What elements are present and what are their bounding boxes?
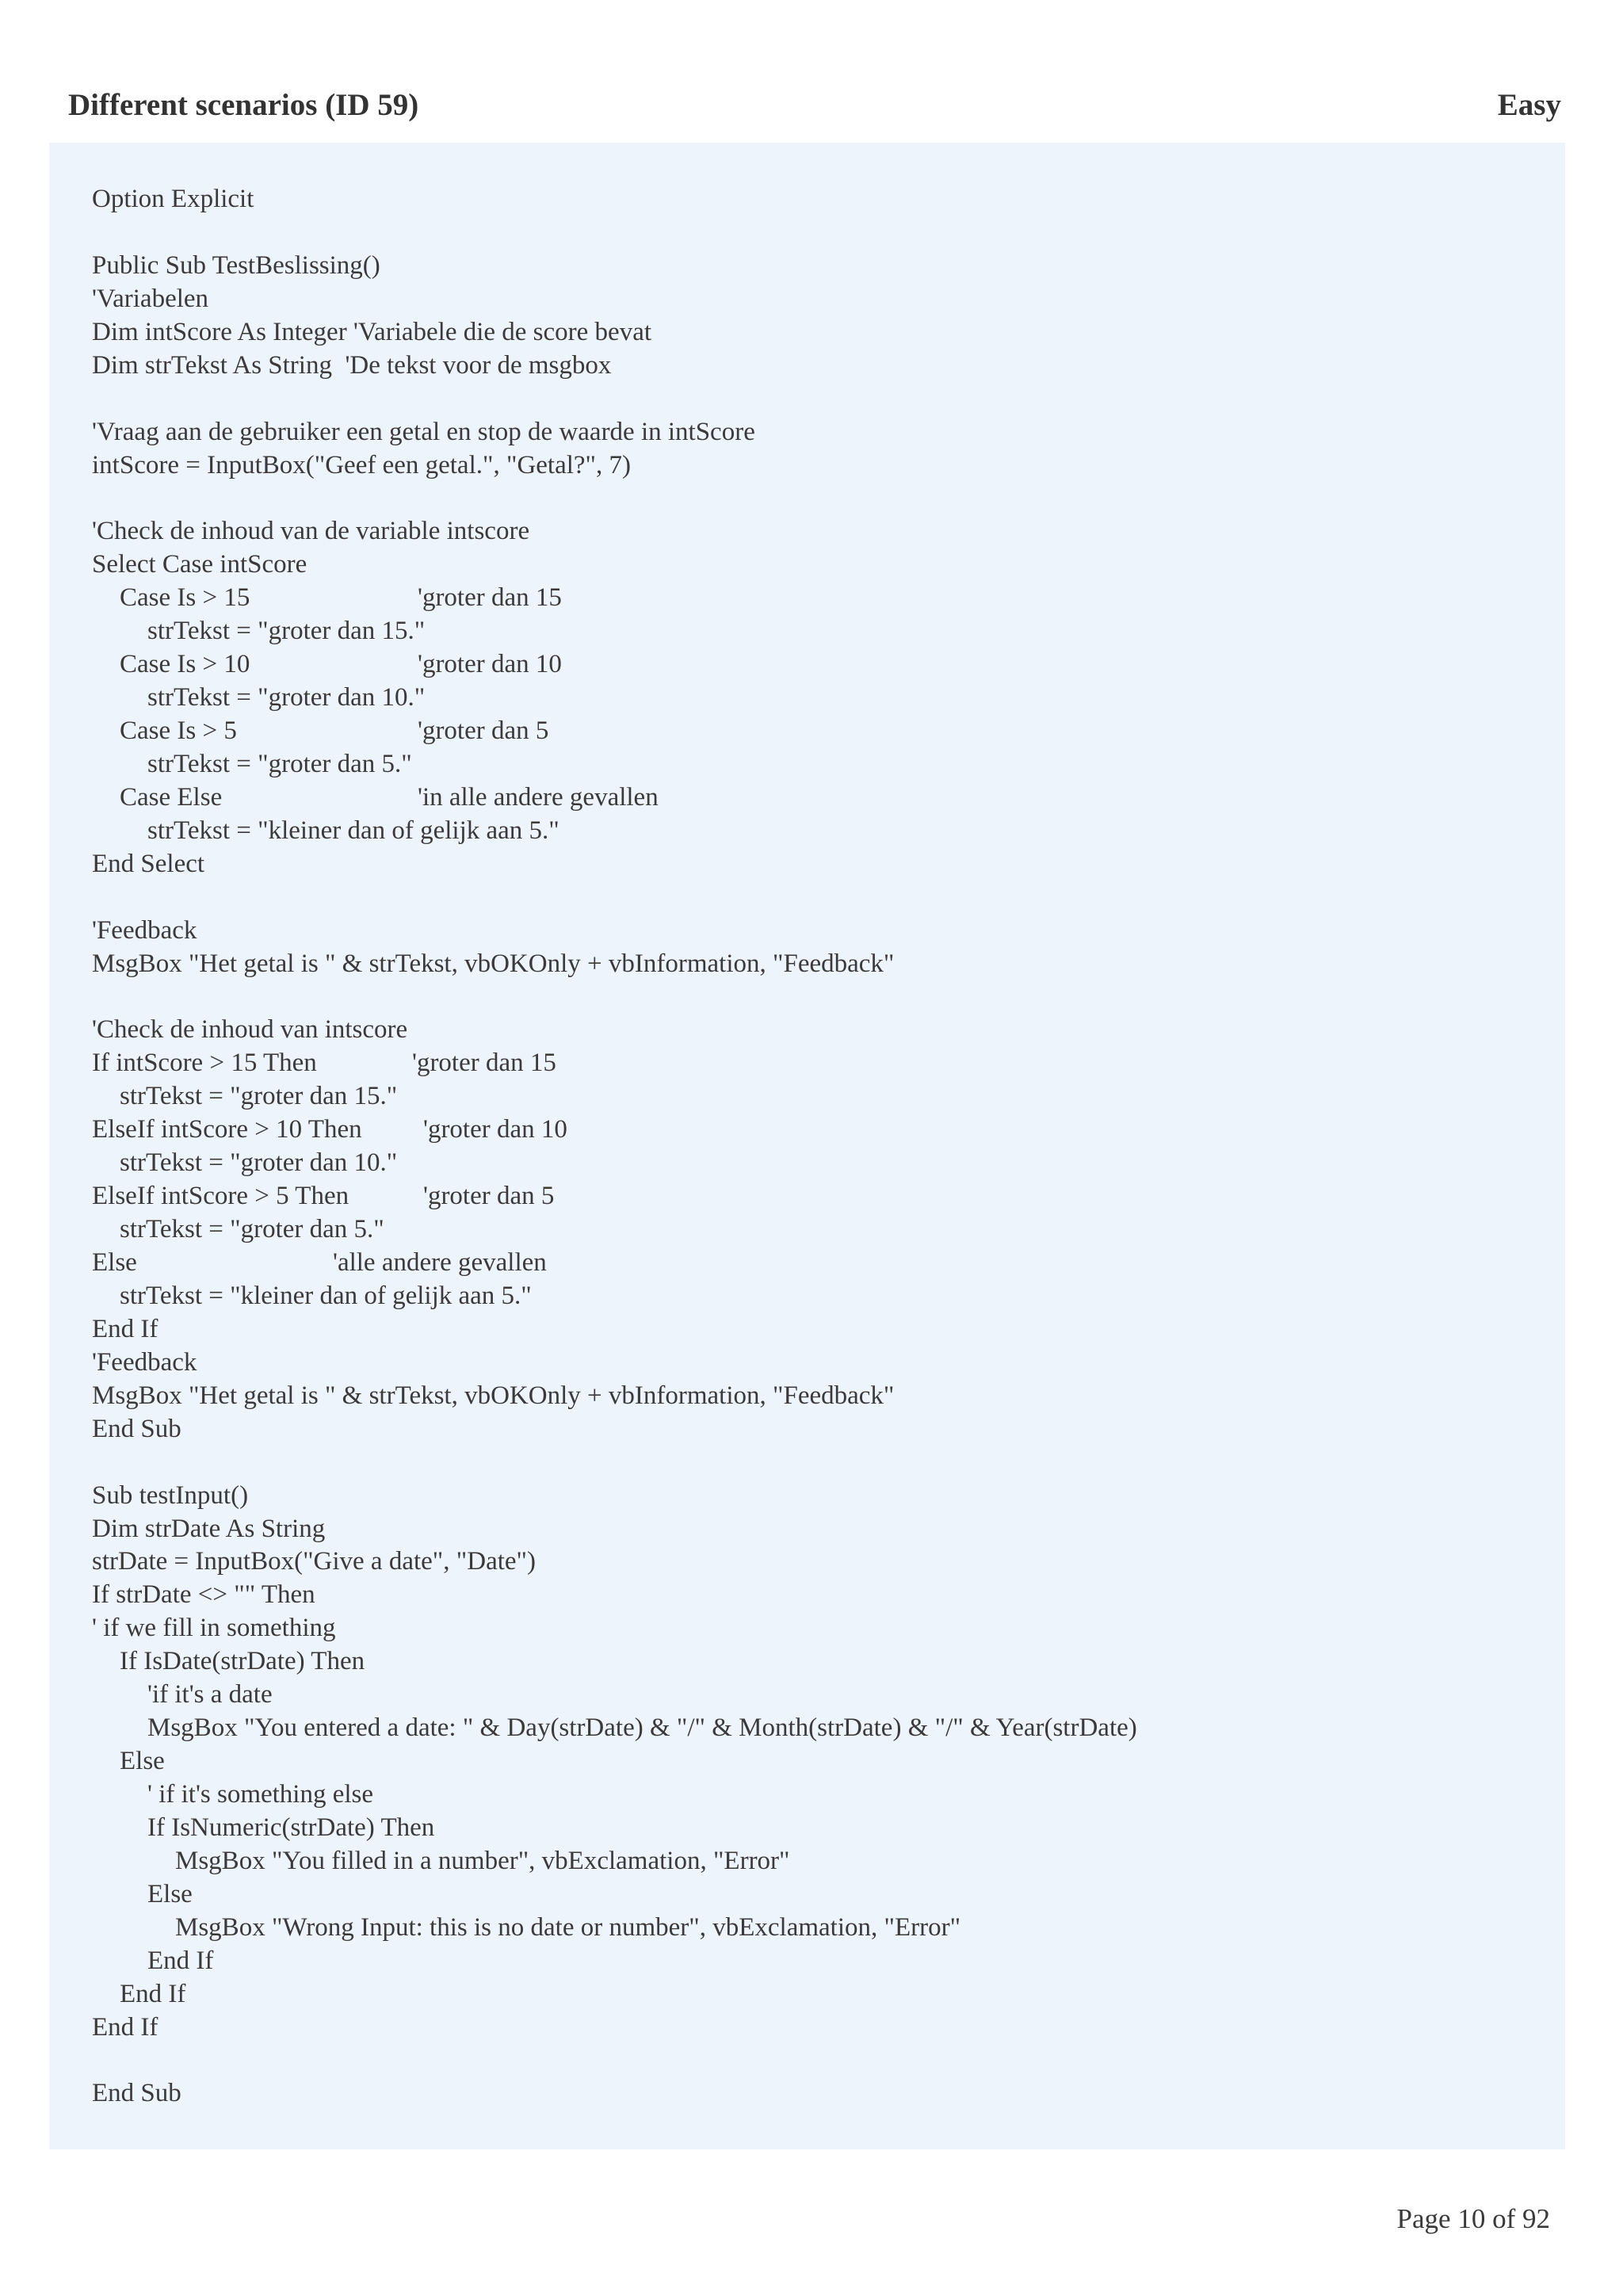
code-blank-line — [92, 1446, 1533, 1480]
code-text: 'Check de inhoud van intscore — [92, 1015, 408, 1045]
code-text: If intScore > 15 Then — [92, 1049, 317, 1078]
code-line — [92, 648, 1533, 682]
code-line — [92, 2011, 1533, 2045]
code-line — [92, 1280, 1533, 1313]
code-line — [92, 2077, 1533, 2111]
code-text: 'if it's a date — [147, 1680, 273, 1710]
code-comment: 'groter dan 10 — [423, 1115, 567, 1144]
code-text: If IsDate(strDate) Then — [120, 1647, 365, 1676]
code-line — [92, 515, 1533, 548]
code-line — [92, 1114, 1533, 1147]
code-line — [92, 283, 1533, 316]
code-text: strTekst = "groter dan 5." — [120, 1215, 384, 1244]
code-text: Case Else — [120, 782, 223, 812]
code-line — [92, 1812, 1533, 1845]
code-line — [92, 1480, 1533, 1513]
code-line — [92, 1845, 1533, 1878]
code-line — [92, 1645, 1533, 1679]
code-line — [92, 1313, 1533, 1347]
code-line — [92, 1778, 1533, 1812]
code-text: Dim intScore As Integer 'Variabele die de score bevat — [92, 317, 652, 346]
code-line — [92, 1413, 1533, 1446]
code-line — [92, 1878, 1533, 1912]
code-text: Public Sub TestBeslissing() — [92, 250, 380, 280]
code-text: End Sub — [92, 1414, 181, 1443]
code-line — [92, 1080, 1533, 1114]
code-line — [92, 449, 1533, 483]
code-text: 'Vraag aan de gebruiker een getal en stop de waarde in intScore — [92, 417, 755, 446]
difficulty-label: Easy — [1497, 88, 1561, 122]
code-text: Dim strDate As String — [92, 1514, 326, 1543]
code-text: strTekst = "groter dan 10." — [120, 1148, 398, 1178]
code-blank-line — [92, 981, 1533, 1014]
code-line — [92, 781, 1533, 815]
code-text: Select Case intScore — [92, 550, 307, 579]
code-text: strTekst = "kleiner dan of gelijk aan 5." — [147, 816, 559, 845]
code-line — [92, 1047, 1533, 1080]
code-text: 'Check de inhoud van de variable intscore — [92, 517, 530, 546]
code-text: 'Feedback — [92, 1347, 197, 1377]
code-text: Dim strTekst As String 'De tekst voor de msgbox — [92, 350, 612, 380]
code-line — [92, 715, 1533, 748]
code-comment: 'groter dan 15 — [412, 1049, 556, 1078]
code-line — [92, 1679, 1533, 1712]
code-text: Case Is > 5 — [120, 716, 237, 745]
code-text: strTekst = "groter dan 5." — [147, 749, 412, 778]
code-text: Else — [147, 1879, 193, 1908]
page-header — [68, 87, 1561, 135]
code-line — [92, 582, 1533, 615]
code-line — [92, 1347, 1533, 1380]
code-text: MsgBox "You filled in a number", vbExclamation, "Error" — [175, 1846, 790, 1875]
code-line — [92, 915, 1533, 948]
code-comment: 'in alle andere gevallen — [418, 782, 659, 812]
code-text: Case Is > 15 — [120, 583, 250, 613]
code-text: MsgBox "You entered a date: " & Day(strDate) & "/" & Month(strDate) & "/" & Year(strDate) — [147, 1713, 1137, 1743]
code-line — [92, 615, 1533, 648]
code-line — [92, 416, 1533, 449]
code-line — [92, 848, 1533, 881]
code-line — [92, 1380, 1533, 1413]
code-line — [92, 1247, 1533, 1280]
code-text: Else — [120, 1747, 165, 1776]
code-text: End If — [92, 1314, 158, 1343]
code-blank-line — [92, 482, 1533, 515]
code-line — [92, 250, 1533, 283]
page-number: Page 10 of 92 — [1396, 2203, 1550, 2234]
code-block — [49, 143, 1565, 2149]
code-text: 'Feedback — [92, 915, 197, 945]
code-line — [92, 1545, 1533, 1579]
code-line — [92, 748, 1533, 781]
code-text: Sub testInput() — [92, 1480, 249, 1510]
code-comment: 'groter dan 15 — [418, 583, 562, 613]
code-line — [92, 1213, 1533, 1247]
code-text: End Select — [92, 849, 205, 878]
code-line — [92, 1180, 1533, 1213]
code-text: strDate = InputBox("Give a date", "Date") — [92, 1547, 536, 1576]
code-text: Case Is > 10 — [120, 650, 250, 679]
code-text: MsgBox "Wrong Input: this is no date or number", vbExclamation, "Error" — [175, 1912, 961, 1942]
code-comment: 'groter dan 10 — [418, 650, 562, 679]
code-line — [92, 183, 1533, 216]
code-text: strTekst = "groter dan 15." — [147, 617, 426, 646]
code-text: End If — [120, 1979, 186, 2008]
code-text: End If — [147, 1946, 214, 1975]
exercise-title: Different scenarios (ID 59) — [68, 88, 419, 122]
code-line — [92, 350, 1533, 383]
code-text: ' if we fill in something — [92, 1614, 336, 1643]
code-text: ElseIf intScore > 5 Then — [92, 1182, 349, 1211]
code-comment: 'groter dan 5 — [423, 1182, 555, 1211]
code-text: strTekst = "kleiner dan of gelijk aan 5." — [120, 1281, 532, 1310]
code-comment: 'groter dan 5 — [418, 716, 549, 745]
code-lines — [92, 183, 1533, 2111]
code-text: ' if it's something else — [147, 1780, 374, 1809]
code-text: Option Explicit — [92, 185, 254, 213]
code-line — [92, 682, 1533, 715]
code-text: Else — [92, 1248, 137, 1277]
code-line — [92, 548, 1533, 582]
code-text: If IsNumeric(strDate) Then — [147, 1813, 435, 1842]
code-text: ElseIf intScore > 10 Then — [92, 1115, 362, 1144]
code-blank-line — [92, 881, 1533, 915]
code-text: If strDate <> "" Then — [92, 1580, 315, 1610]
code-text: MsgBox "Het getal is " & strTekst, vbOKOnly + vbInformation, "Feedback" — [92, 949, 895, 978]
code-line — [92, 1945, 1533, 1978]
code-text: 'Variabelen — [92, 284, 209, 313]
code-text: MsgBox "Het getal is " & strTekst, vbOKOnly + vbInformation, "Feedback" — [92, 1381, 895, 1410]
code-line — [92, 815, 1533, 848]
code-line — [92, 316, 1533, 350]
code-blank-line — [92, 216, 1533, 250]
code-line — [92, 1912, 1533, 1945]
code-text: intScore = InputBox("Geef een getal.", "Getal?", 7) — [92, 450, 632, 479]
code-blank-line — [92, 383, 1533, 416]
code-comment: 'alle andere gevallen — [333, 1248, 547, 1277]
code-line — [92, 1513, 1533, 1546]
code-text: strTekst = "groter dan 15." — [120, 1082, 398, 1111]
code-text: End Sub — [92, 2079, 181, 2108]
code-blank-line — [92, 2045, 1533, 2078]
code-line — [92, 1147, 1533, 1180]
code-line — [92, 1978, 1533, 2011]
code-text: strTekst = "groter dan 10." — [147, 683, 426, 712]
code-line — [92, 948, 1533, 981]
code-line — [92, 1579, 1533, 1612]
code-line — [92, 1712, 1533, 1745]
code-text: End If — [92, 2012, 158, 2042]
code-line — [92, 1014, 1533, 1047]
code-line — [92, 1745, 1533, 1778]
code-line — [92, 1612, 1533, 1645]
